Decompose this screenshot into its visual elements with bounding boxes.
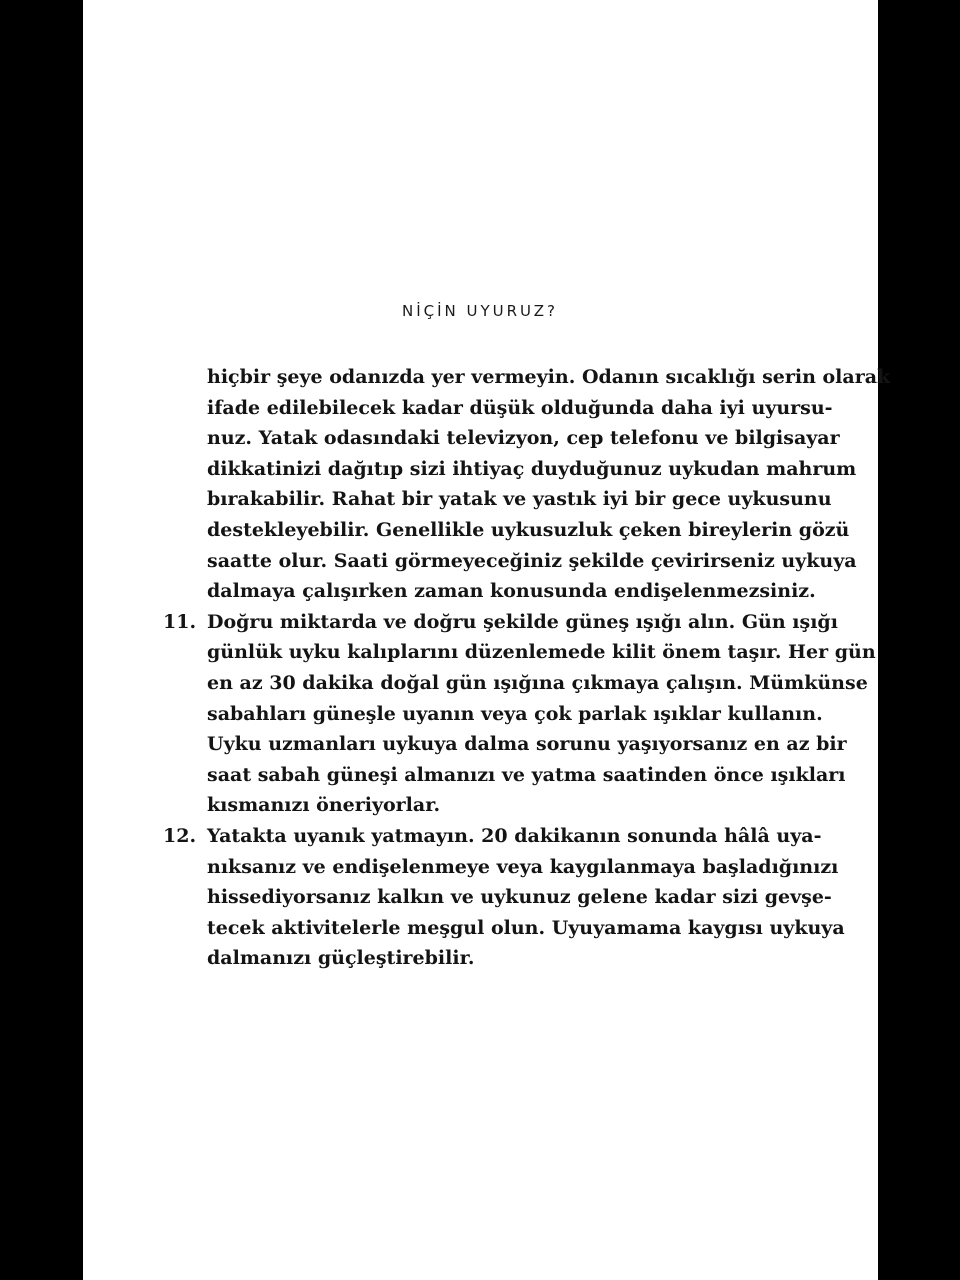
- running-head: NİÇİN UYURUZ?: [401, 302, 559, 320]
- list-item-12: [163, 821, 845, 974]
- text-line: tecek aktivitelerle meşgul olun. Uyuyamama kaygısı uykuya: [207, 916, 845, 939]
- text-line: ifade edilebilecek kadar düşük olduğunda daha iyi uyursu-: [207, 396, 833, 419]
- list-number: 11.: [163, 610, 197, 633]
- page-body: [163, 362, 891, 974]
- text-line: dikkatinizi dağıtıp sizi ihtiyaç duyduğunuz uykudan mahrum: [207, 457, 857, 480]
- text-line: nıksanız ve endişelenmeye veya kaygılanmaya başladığınızı: [207, 855, 839, 878]
- text-line: saatte olur. Saati görmeyeceğiniz şekilde çevirirseniz uykuya: [207, 549, 857, 572]
- text-line: saat sabah güneşi almanızı ve yatma saatinden önce ışıkları: [207, 763, 846, 786]
- text-line: hissediyorsanız kalkın ve uykunuz gelene kadar sizi gevşe-: [207, 886, 832, 909]
- text-line: dalmaya çalışırken zaman konusunda endişelenmezsiniz.: [207, 580, 816, 603]
- text-line: nuz. Yatak odasındaki televizyon, cep telefonu ve bilgisayar: [207, 427, 840, 450]
- continuation-paragraph: [207, 362, 891, 607]
- text-line: en az 30 dakika doğal gün ışığına çıkmaya çalışın. Mümkünse: [207, 671, 868, 694]
- list-number: 12.: [163, 824, 197, 847]
- text-line: Doğru miktarda ve doğru şekilde güneş ışığı alın. Gün ışığı: [207, 610, 838, 633]
- text-line: kısmanızı öneriyorlar.: [207, 794, 441, 817]
- text-line: bırakabilir. Rahat bir yatak ve yastık iyi bir gece uykusunu: [207, 488, 832, 511]
- text-line: Uyku uzmanları uykuya dalma sorunu yaşıyorsanız en az bir: [207, 733, 847, 756]
- text-line: hiçbir şeye odanızda yer vermeyin. Odanın sıcaklığı serin olarak: [207, 366, 891, 388]
- text-line: sabahları güneşle uyanın veya çok parlak ışıklar kullanın.: [207, 702, 823, 725]
- list-item-11: [163, 607, 876, 821]
- text-line: Yatakta uyanık yatmayın. 20 dakikanın sonunda hâlâ uya-: [207, 824, 822, 847]
- text-line: günlük uyku kalıplarını düzenlemede kilit önem taşır. Her gün: [207, 641, 876, 664]
- text-line: destekleyebilir. Genellikle uykusuzluk çeken bireylerin gözü: [207, 518, 850, 541]
- text-line: dalmanızı güçleştirebilir.: [207, 947, 475, 970]
